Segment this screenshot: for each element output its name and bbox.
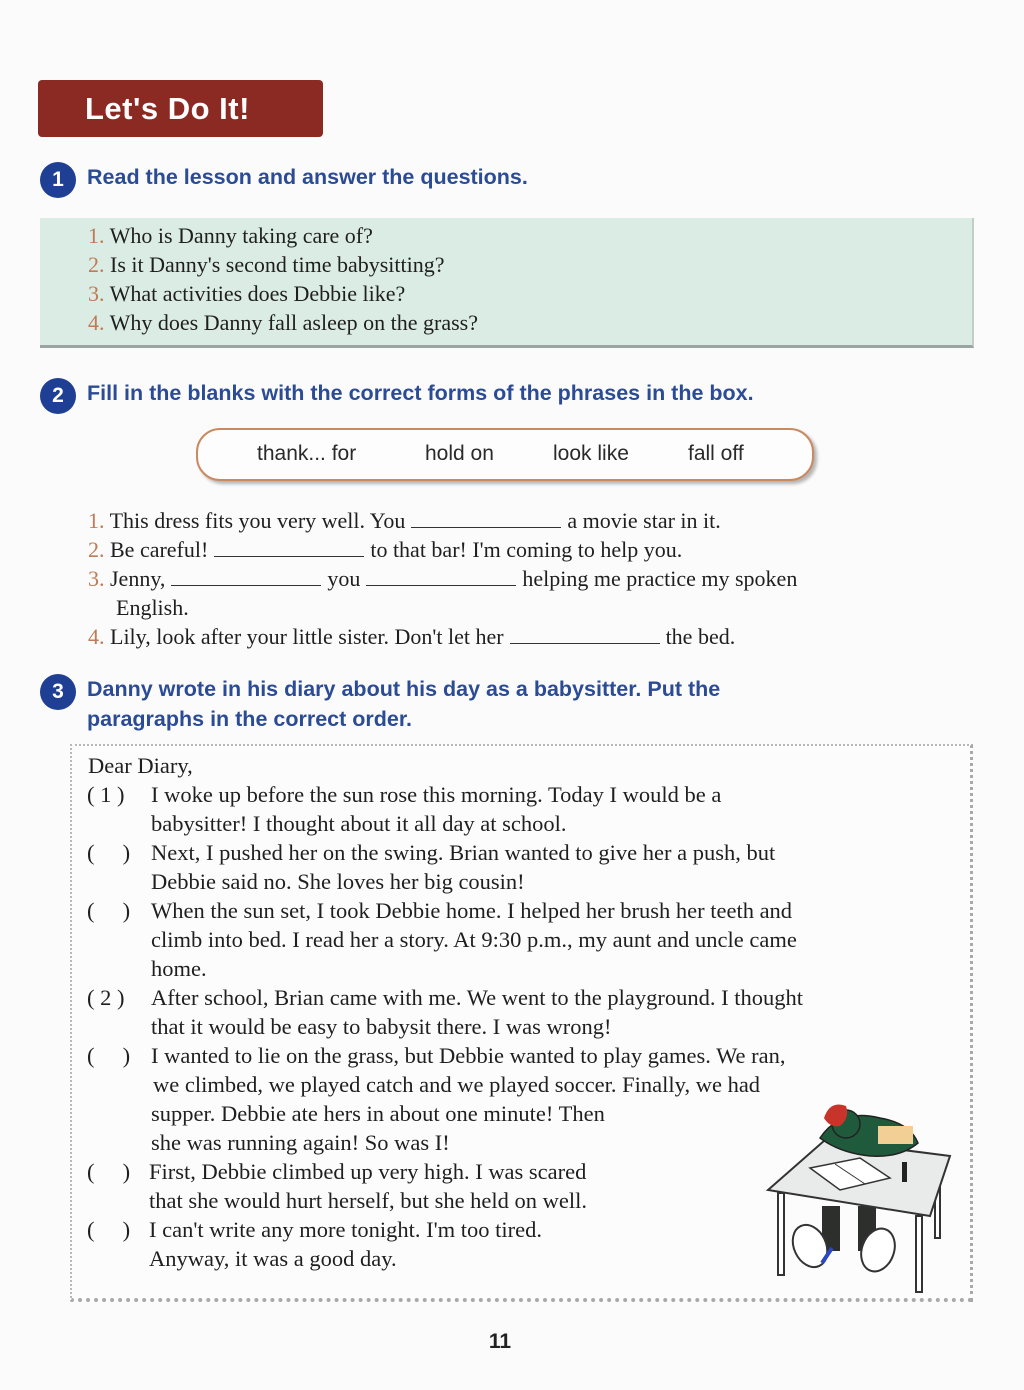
paragraph-line: she was running again! So was I! [151,1130,450,1155]
paragraph-line: When the sun set, I took Debbie home. I helped her brush her teeth and [151,898,793,923]
section-3-heading [40,674,720,734]
section-number-badge: 3 [40,674,76,710]
paragraph-line: climb into bed. I read her a story. At 9:30 p.m., my aunt and uncle came [151,927,797,952]
order-box[interactable]: ( ) [87,1217,131,1242]
section-instruction: Fill in the blanks with the correct forms of the phrases in the box. [87,381,754,405]
section-instruction-line: Danny wrote in his diary about his day as a babysitter. Put the [87,677,721,701]
section-number-badge: 2 [40,378,76,414]
order-box[interactable]: ( 2 ) [87,985,125,1010]
paragraph-line: home. [151,956,207,981]
order-box[interactable]: ( 1 ) [87,782,125,807]
paragraph-line: Debbie said no. She loves her big cousin! [151,869,525,894]
answer-blank[interactable] [171,565,321,586]
phrase: thank... for [257,442,357,465]
paragraph-line: we climbed, we played catch and we played soccer. Finally, we had [153,1072,761,1097]
question-item: 4. Why does Danny fall asleep on the grass? [88,310,478,335]
sleeping-boy-illustration [760,1098,970,1298]
order-box[interactable]: ( ) [87,1159,131,1184]
order-box[interactable]: ( ) [87,840,131,865]
order-box[interactable]: ( ) [87,898,131,923]
fill-item: 3. Jenny, you helping me practice my spoken [88,566,798,591]
paragraph-line: supper. Debbie ate hers in about one minute! Then [151,1101,605,1126]
answer-blank[interactable] [411,507,561,528]
phrase: hold on [425,442,494,465]
paragraph-line: I can't write any more tonight. I'm too tired. [149,1217,543,1242]
paragraph-line: Next, I pushed her on the swing. Brian wanted to give her a push, but [151,840,776,865]
answer-blank[interactable] [214,536,364,557]
phrase-box [196,428,814,481]
phrase: look like [553,442,629,465]
section-instruction: Read the lesson and answer the questions. [87,165,528,189]
paragraph-line: First, Debbie climbed up very high. I was scared [149,1159,587,1184]
paragraph-line: that it would be easy to babysit there. I was wrong! [151,1014,612,1039]
paragraph-line: After school, Brian came with me. We went to the playground. I thought [151,985,803,1010]
section-instruction-line: paragraphs in the correct order. [87,707,412,731]
paragraph-line: babysitter! I thought about it all day at school. [151,811,567,836]
paragraph-line: I woke up before the sun rose this morning. Today I would be a [151,782,722,807]
section-number-badge: 1 [40,162,76,198]
question-item: 2. Is it Danny's second time babysitting? [88,252,445,277]
fill-item: 1. This dress fits you very well. You a movie star in it. [88,508,721,533]
paragraph-line: I wanted to lie on the grass, but Debbie wanted to play games. We ran, [151,1043,786,1068]
answer-blank[interactable] [366,565,516,586]
phrase: fall off [688,442,744,465]
fill-item: 4. Lily, look after your little sister. Don't let her the bed. [88,624,736,649]
section-2-heading [40,378,754,408]
section-1-heading [40,162,528,192]
question-item: 3. What activities does Debbie like? [88,281,406,306]
lets-do-it-banner: Let's Do It! [38,80,323,137]
fill-item: 2. Be careful! to that bar! I'm coming to help you. [88,537,683,562]
paragraph-line: Anyway, it was a good day. [149,1246,397,1271]
paragraph-line: that she would hurt herself, but she held on well. [149,1188,588,1213]
fill-item-continuation: English. [116,595,189,620]
page-number: 11 [488,1330,512,1353]
question-item: 1. Who is Danny taking care of? [88,223,373,248]
answer-blank[interactable] [510,623,660,644]
order-box[interactable]: ( ) [87,1043,131,1068]
diary-greeting: Dear Diary, [88,753,193,778]
